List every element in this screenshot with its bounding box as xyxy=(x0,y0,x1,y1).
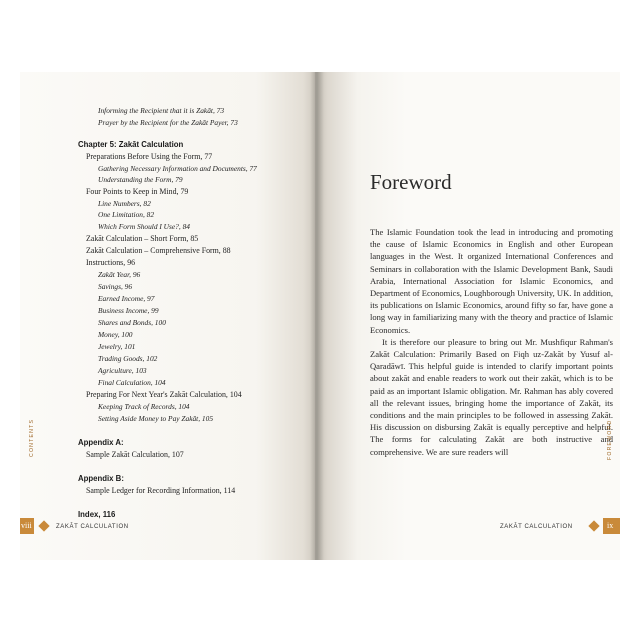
foreword-body xyxy=(370,226,613,458)
toc-entry: One Limitation, 82 xyxy=(98,210,155,219)
toc-entry: Business Income, 99 xyxy=(98,306,159,315)
toc-entry: Appendix A: xyxy=(78,438,124,447)
toc-entry: Prayer by the Recipient for the Zakāt Payer, 73 xyxy=(98,118,238,127)
toc-entry: Sample Ledger for Recording Information, 114 xyxy=(86,486,236,495)
toc-entry: Four Points to Keep in Mind, 79 xyxy=(86,187,189,196)
toc-entry: Savings, 96 xyxy=(98,282,133,291)
foreword-paragraph-1: The Islamic Foundation took the lead in introducing and promoting the cause of Islamic Economics in English and other European languages in the West. It organized International Conferences and Seminars in collaboration with the Islamic Development Bank, Saudi Arabia, International Association for Islamic Economics, and Department of Economics, Loughborough University, UK. In addition, its publications on Islamic Economics, around fifty so far, have gone a long way in familiarizing many with the theory and practice of Islamic Economics. xyxy=(370,227,613,335)
toc-entry: Index, 116 xyxy=(78,510,116,519)
toc-entry: Setting Aside Money to Pay Zakāt, 105 xyxy=(98,414,214,423)
toc-entry: Zakāt Calculation – Comprehensive Form, 88 xyxy=(86,246,231,255)
left-page-contents xyxy=(20,72,315,560)
toc-entry: Earned Income, 97 xyxy=(98,294,155,303)
toc-entry: Understanding the Form, 79 xyxy=(98,175,183,184)
toc-entry: Zakāt Calculation – Short Form, 85 xyxy=(86,234,199,243)
toc-entry: Shares and Bonds, 100 xyxy=(98,318,166,327)
right-page-foreword xyxy=(315,72,620,560)
foreword-paragraph-2: It is therefore our pleasure to bring out Mr. Mushfiqur Rahman's Zakāt Calculation: Primarily Based on Fiqh uz-Zakāt by Yusuf al-Qaradāwī. This helpful guide is intended to clarify important points about zakāt and enable readers to work out their zakāt, which is to be paid as an important Islamic obligation. Mr. Rahman has ably covered all the relevant issues, bringing home the importance of Zakāt, its conditions and the main principles to be followed in assessing Zakāt. His discussion on disbursing Zakāt is equally perceptive and helpful. The forms for calculating Zakāt are both instructive and comprehensive. We are sure readers will xyxy=(370,336,613,457)
right-diamond-ornament xyxy=(588,520,599,531)
toc-entry: Sample Zakāt Calculation, 107 xyxy=(86,450,184,459)
right-page-number: ix xyxy=(607,521,614,530)
toc-entry: Preparations Before Using the Form, 77 xyxy=(86,152,213,161)
toc-entry: Final Calculation, 104 xyxy=(98,378,166,387)
toc-entry: Money, 100 xyxy=(98,330,133,339)
book-spread xyxy=(20,72,620,560)
foreword-title: Foreword xyxy=(370,170,452,194)
toc-entry: Gathering Necessary Information and Documents, 77 xyxy=(98,164,257,173)
foreword-side-label: FOREWORD xyxy=(607,419,613,460)
toc-entry: Zakāt Year, 96 xyxy=(98,270,141,279)
left-running-footer: ZAKĀT CALCULATION xyxy=(56,524,129,530)
toc-entry: Which Form Should I Use?, 84 xyxy=(98,222,190,231)
toc-entry: Trading Goods, 102 xyxy=(98,354,158,363)
toc-entry: Instructions, 96 xyxy=(86,258,136,267)
toc-entry: Line Numbers, 82 xyxy=(98,199,151,208)
toc-entry: Informing the Recipient that it is Zakāt, 73 xyxy=(98,106,225,115)
toc-entry: Chapter 5: Zakāt Calculation xyxy=(78,140,184,149)
gutter-shadow xyxy=(310,72,324,560)
right-running-footer: ZAKĀT CALCULATION xyxy=(500,524,573,530)
toc-entry: Preparing For Next Year's Zakāt Calculation, 104 xyxy=(86,390,242,399)
left-page-number: viii xyxy=(21,521,32,530)
toc-entry: Appendix B: xyxy=(78,474,124,483)
toc-entry: Keeping Track of Records, 104 xyxy=(98,402,190,411)
toc-entry: Agriculture, 103 xyxy=(98,366,147,375)
contents-side-label: CONTENTS xyxy=(29,418,35,457)
toc-entry: Jewelry, 101 xyxy=(98,342,136,351)
left-diamond-ornament xyxy=(38,520,49,531)
